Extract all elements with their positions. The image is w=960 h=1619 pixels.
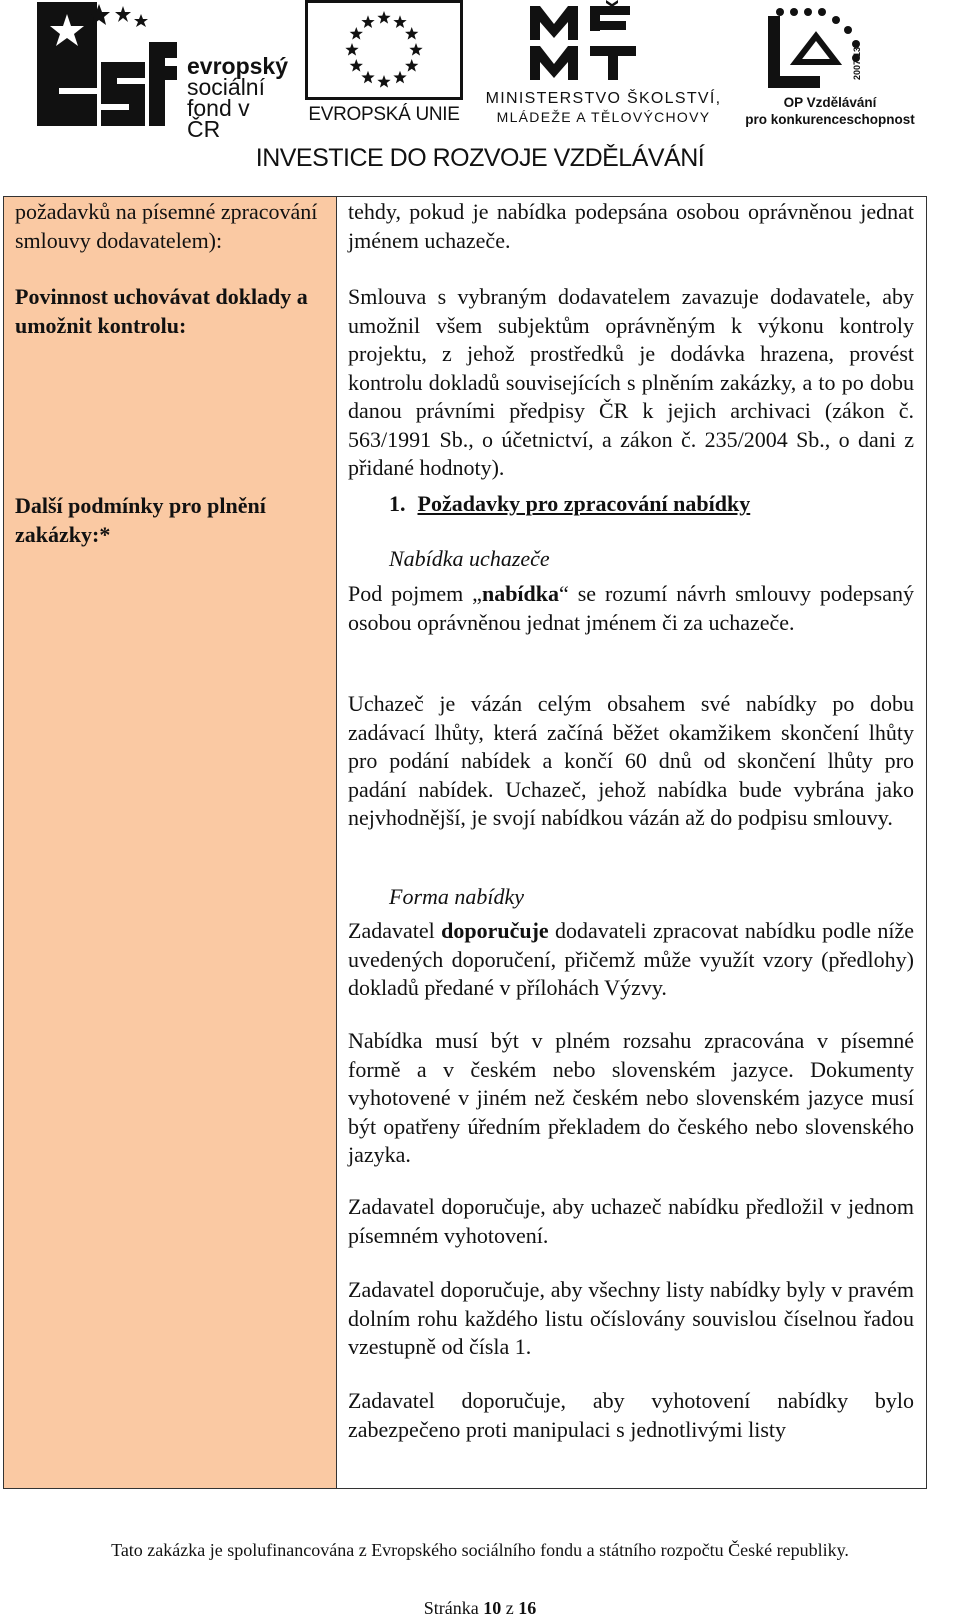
msmt-line2: MLÁDEŽE A TĚLOVÝCHOVY xyxy=(496,109,711,125)
paragraph-recommends xyxy=(348,917,914,1003)
op-line2: pro konkurenceschopnost xyxy=(745,112,915,127)
section-heading xyxy=(389,491,750,517)
eu-star-icon xyxy=(350,59,363,72)
content-column xyxy=(337,197,927,1488)
offer-definition-start: Pod pojmem „ xyxy=(348,581,482,606)
header-tagline: INVESTICE DO ROZVOJE VZDĚLÁVÁNÍ xyxy=(255,144,705,172)
esf-line2: sociální xyxy=(187,74,265,100)
recommends-start: Zadavatel xyxy=(348,918,442,943)
paragraph-bound: Uchazeč je vázán celým obsahem své nabídky po dobu zadávací lhůty, která začíná běžet okamžikem skončení lhůty pro podání nabídek a končí 60 dnů od skončení lhůty pro padání nabídek. Uchazeč, jehož nabídka bude vybrána jako nejvhodnější, je svojí nabídkou vázán až do podpisu smlouvy. xyxy=(348,691,914,830)
page-current: 10 xyxy=(483,1598,502,1618)
msmt-logo xyxy=(476,0,731,128)
op-line1: OP Vzdělávání xyxy=(783,95,877,110)
offer-definition-rest: “ se rozumí návrh smlouvy podepsaný osobou oprávněnou jednat jménem či za uchazeče. xyxy=(348,581,914,635)
recommends-rest: dodavateli zpracovat nabídku podle níže uvedených doporučení, přičemž může využít vzory (předlohy) dokladů předané v přílohách Výzvy. xyxy=(348,918,914,1000)
eu-flag-icon xyxy=(305,0,463,100)
subheading-form: Forma nabídky xyxy=(389,884,525,909)
eu-star-icon xyxy=(345,43,358,56)
msmt-logo-text xyxy=(476,90,731,125)
subheading-offer: Nabídka uchazeče xyxy=(389,546,550,571)
label-column xyxy=(4,197,337,1488)
op-years: 2007-13 xyxy=(852,46,862,80)
paragraph-control: Smlouva s vybraným dodavatelem zavazuje dodavatele, aby umožnil všem subjektům oprávněným k výkonu kontroly projektu, z jehož prostředků je dodávka hrazena, provést kontrolu dokladů souvisejících s plněním zakázky, a to po dobu danou právními předpisy ČR k jejich archivaci (zákon č. 563/1991 Sb., o účetnictví, a zákon č. 235/2004 Sb., o dani z přidané hodnoty). xyxy=(348,284,914,480)
eu-star-icon xyxy=(361,15,374,28)
msmt-logo-mark xyxy=(524,0,654,86)
op-logo-mark xyxy=(760,2,870,92)
footer-cofinancing-note: Tato zakázka je spolufinancována z Evropského sociálního fondu a státního rozpočtu České republiky. xyxy=(111,1540,849,1560)
op-logo xyxy=(740,2,920,128)
recommends-term: doporučuje xyxy=(441,918,549,943)
paragraph-language: Nabídka musí být v plném rozsahu zpracována v písemné formě a v českém nebo slovenském jazyce. Dokumenty vyhotovené v jiném než českém nebo slovenském jazyce musí být opatřeny úředním překladem do českého nebo slovenského jazyka. xyxy=(348,1028,914,1167)
paragraph-one-copy: Zadavatel doporučuje, aby uchazeč nabídku předložil v jednom písemném vyhotovení. xyxy=(348,1194,914,1248)
page-of: z xyxy=(501,1598,519,1618)
page-number xyxy=(0,1598,960,1619)
eu-star-icon xyxy=(393,15,406,28)
paragraph-protection: Zadavatel doporučuje, aby vyhotovení nabídky bylo zabezpečeno proti manipulaci s jednotlivými listy xyxy=(348,1388,914,1442)
page-total: 16 xyxy=(518,1598,537,1618)
label-keep-documents: Povinnost uchovávat doklady a umožnit kontrolu: xyxy=(15,284,308,338)
page-header xyxy=(0,0,960,180)
section-title: Požadavky pro zpracování nabídky xyxy=(417,491,751,516)
op-logo-text xyxy=(740,94,920,128)
eu-star-icon xyxy=(405,27,418,40)
esf-line1: evropský xyxy=(187,53,289,79)
esf-line3: fond v ČR xyxy=(187,95,250,142)
eu-star-icon xyxy=(377,75,390,88)
label-further-conditions: Další podmínky pro plnění zakázky:* xyxy=(15,493,266,547)
eu-star-icon xyxy=(393,71,406,84)
paragraph-offer-definition xyxy=(348,580,914,637)
section-number: 1. xyxy=(389,491,406,516)
paragraph-signature: tehdy, pokud je nabídka podepsána osobou oprávněnou jednat jménem uchazeče. xyxy=(348,199,914,253)
msmt-line1: MINISTERSTVO ŠKOLSTVÍ, xyxy=(485,90,722,107)
eu-star-icon xyxy=(405,59,418,72)
offer-definition-term: nabídka xyxy=(481,581,560,606)
paragraph-numbering: Zadavatel doporučuje, aby všechny listy nabídky byly v pravém dolním rohu každého listu očíslovány souvislou číselnou řadou vzestupně od čísla 1. xyxy=(348,1277,914,1359)
content-table xyxy=(3,196,927,1489)
eu-logo-label: EVROPSKÁ UNIE xyxy=(308,104,460,125)
esf-logo xyxy=(37,2,289,142)
eu-star-icon xyxy=(361,71,374,84)
eu-star-icon xyxy=(350,27,363,40)
esf-logo-mark xyxy=(37,2,177,126)
label-contract-requirements: požadavků na písemné zpracování smlouvy dodavatelem): xyxy=(15,199,318,253)
page-prefix: Stránka xyxy=(423,1598,484,1618)
eu-star-icon xyxy=(377,11,390,24)
eu-logo xyxy=(305,0,463,128)
esf-logo-text xyxy=(187,53,289,142)
eu-star-icon xyxy=(409,43,422,56)
